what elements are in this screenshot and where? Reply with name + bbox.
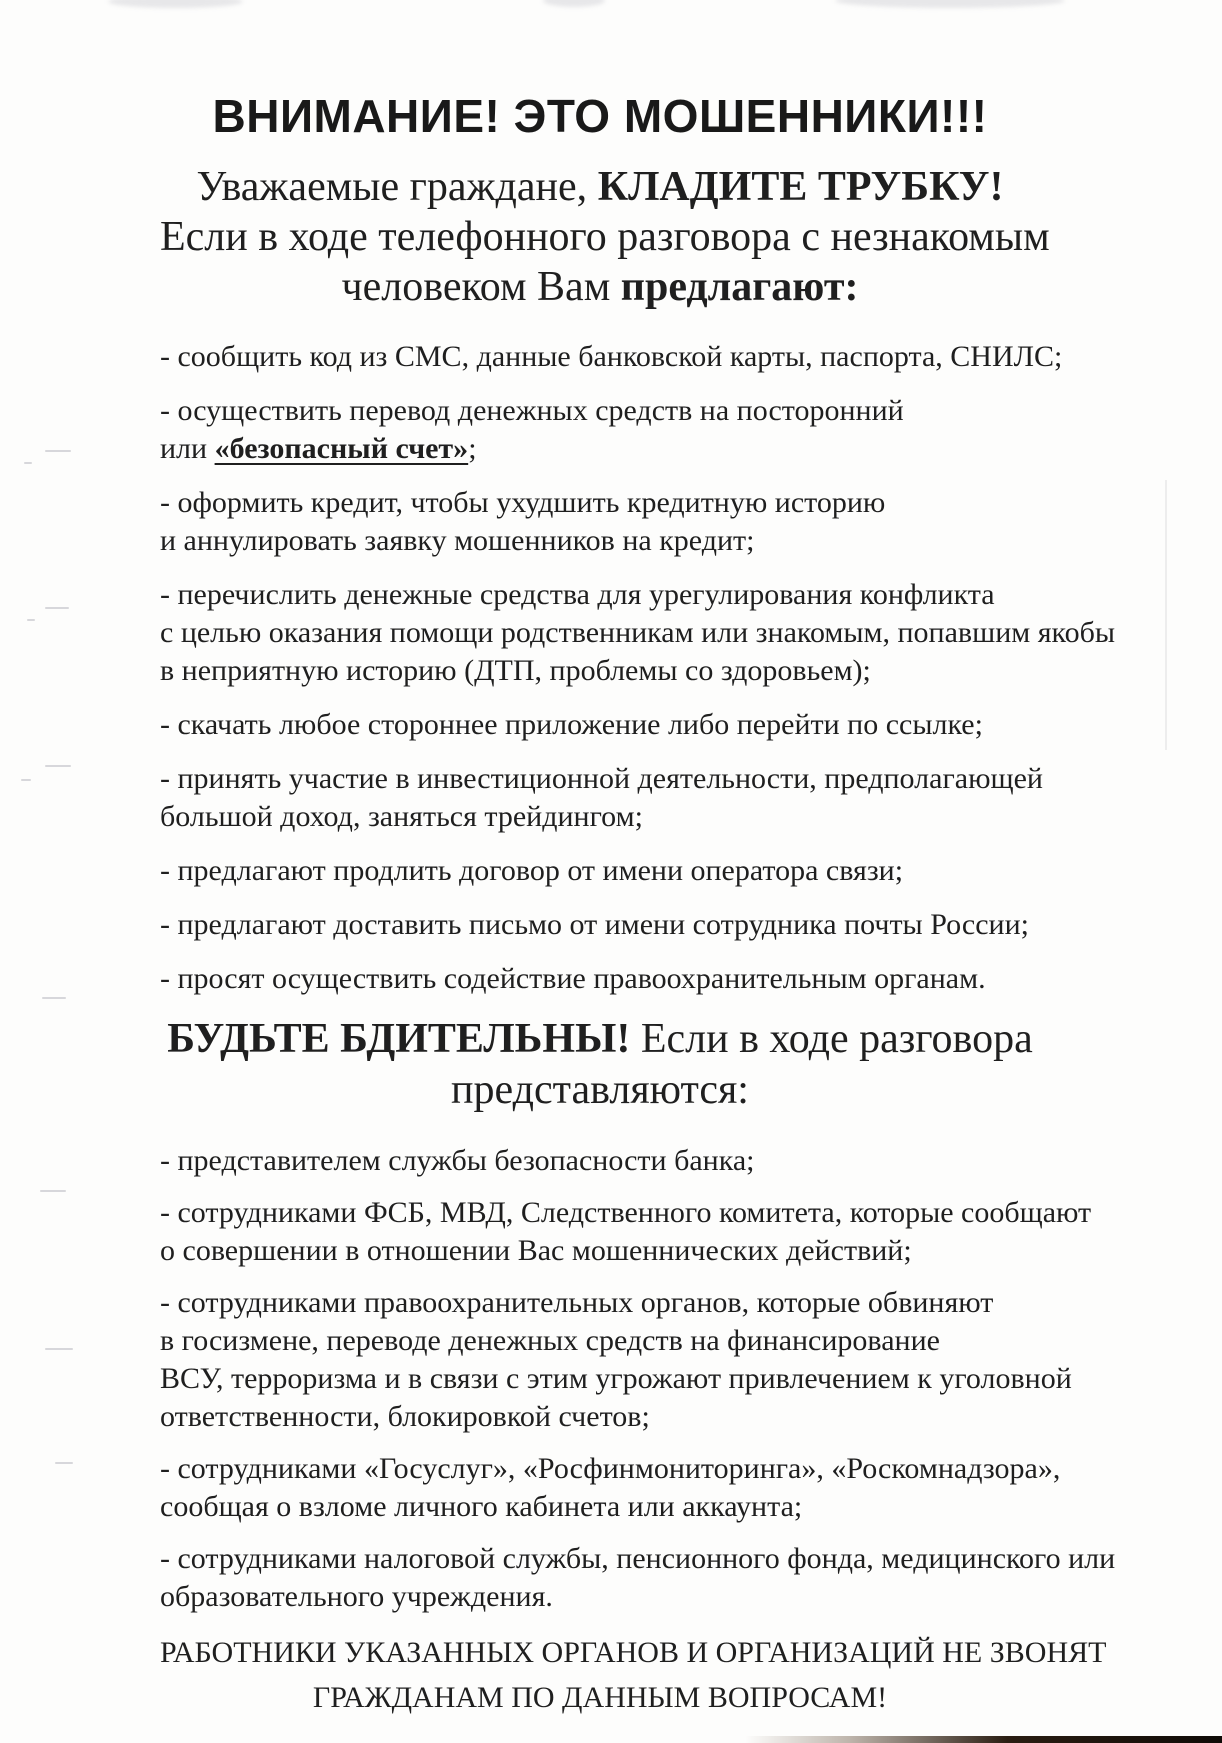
list-item bbox=[160, 852, 1040, 890]
list-item bbox=[160, 1194, 1092, 1270]
list-item bbox=[160, 1142, 1040, 1180]
text-segment: - представителем службы безопасности банка; bbox=[160, 1144, 755, 1177]
text-segment: с целью оказания помощи родственникам или знакомым, попавшим якобы bbox=[160, 616, 1116, 649]
intro-line-1 bbox=[160, 162, 1040, 212]
list-item bbox=[160, 906, 1040, 944]
scan-artifact-margin-mark bbox=[45, 1348, 73, 1350]
scan-artifact-margin-mark bbox=[45, 765, 71, 767]
intro-text bbox=[160, 162, 1050, 312]
list-item-line bbox=[160, 1322, 1040, 1360]
list-item bbox=[160, 392, 1040, 468]
footer-warning bbox=[160, 1630, 1107, 1720]
list-item-line bbox=[160, 652, 1040, 690]
text-segment: - сотрудниками правоохранительных органов, которые обвиняют bbox=[160, 1286, 994, 1319]
scan-artifact-margin-mark bbox=[55, 1462, 73, 1464]
list-item-line bbox=[160, 1450, 1061, 1488]
text-segment: ответственности, блокировкой счетов; bbox=[160, 1400, 650, 1433]
text-segment: - предлагают доставить письмо от имени сотрудника почты России; bbox=[160, 908, 1029, 941]
text-segment: - оформить кредит, чтобы ухудшить кредитную историю bbox=[160, 486, 886, 519]
text-segment: «безопасный счет» bbox=[214, 432, 469, 465]
page-title: ВНИМАНИЕ! ЭТО МОШЕННИКИ!!! bbox=[212, 90, 988, 142]
scan-artifact-bottom-strip bbox=[745, 1736, 1222, 1743]
text-segment: большой доход, заняться трейдингом; bbox=[160, 800, 643, 833]
text-segment: - сотрудниками «Госуслуг», «Росфинмониторинга», «Роскомнадзора», bbox=[160, 1452, 1061, 1485]
scan-artifact-margin-mark bbox=[21, 779, 31, 781]
text-segment: - принять участие в инвестиционной деятельности, предполагающей bbox=[160, 762, 1043, 795]
list-item bbox=[160, 338, 1063, 376]
text-segment: человеком Вам bbox=[341, 264, 621, 310]
list-item bbox=[160, 706, 1040, 744]
list-item-line bbox=[160, 576, 1040, 614]
text-segment: - предлагают продлить договор от имени оператора связи; bbox=[160, 854, 904, 887]
list-item-line bbox=[160, 798, 1040, 836]
list-item-line bbox=[160, 706, 1040, 744]
text-segment: Если в ходе телефонного разговора с незнакомым bbox=[160, 214, 1050, 260]
text-segment: ; bbox=[468, 432, 477, 465]
text-segment: образовательного учреждения. bbox=[160, 1580, 553, 1613]
vigilance-heading-line-1 bbox=[160, 1014, 1040, 1065]
text-segment: - скачать любое стороннее приложение либо перейти по ссылке; bbox=[160, 708, 983, 741]
list-item-line bbox=[160, 430, 1040, 468]
list-item bbox=[160, 576, 1116, 690]
list-item-line bbox=[160, 484, 1040, 522]
scan-artifact-margin-mark bbox=[42, 997, 66, 999]
document-content bbox=[160, 0, 1116, 1720]
list-item-line bbox=[160, 1142, 1040, 1180]
text-segment: в госизмене, переводе денежных средств на финансирование bbox=[160, 1324, 940, 1357]
footer-warning-line-1: РАБОТНИКИ УКАЗАННЫХ ОРГАНОВ И ОРГАНИЗАЦИЙ НЕ ЗВОНЯТ bbox=[160, 1636, 1107, 1669]
text-segment: - просят осуществить содействие правоохранительным органам. bbox=[160, 962, 986, 995]
vigilance-heading bbox=[160, 1014, 1040, 1116]
text-segment: БУДЬТЕ БДИТЕЛЬНЫ! bbox=[167, 1016, 631, 1062]
text-segment: сообщая о взломе личного кабинета или аккаунта; bbox=[160, 1490, 803, 1523]
scan-artifact-margin-mark bbox=[27, 619, 35, 621]
list-item-line bbox=[160, 338, 1063, 376]
list-item-line bbox=[160, 1232, 1040, 1270]
scan-artifact-edge-streak bbox=[1165, 480, 1167, 750]
list-item-line bbox=[160, 960, 1040, 998]
list-item bbox=[160, 960, 1040, 998]
list-item-line bbox=[160, 1540, 1116, 1578]
text-segment: ВСУ, терроризма и в связи с этим угрожают привлечением к уголовной bbox=[160, 1362, 1072, 1395]
list-item bbox=[160, 1540, 1116, 1616]
list-item-line bbox=[160, 1488, 1040, 1526]
scan-artifact-margin-mark bbox=[45, 450, 71, 452]
scan-artifact-margin-mark bbox=[24, 462, 32, 464]
text-segment: - сотрудниками налоговой службы, пенсионного фонда, медицинского или bbox=[160, 1542, 1116, 1575]
list-item-line bbox=[160, 1360, 1072, 1398]
footer-warning-line-2: ГРАЖДАНАМ ПО ДАННЫМ ВОПРОСАМ! bbox=[312, 1681, 888, 1714]
text-segment: - осуществить перевод денежных средств на посторонний bbox=[160, 394, 904, 427]
list-item-line bbox=[160, 392, 1040, 430]
list-item bbox=[160, 1284, 1072, 1436]
text-segment: КЛАДИТЕ ТРУБКУ! bbox=[597, 164, 1004, 210]
list-item bbox=[160, 484, 1040, 560]
list-item-line bbox=[160, 522, 1040, 560]
scan-artifact-margin-mark bbox=[45, 607, 69, 609]
list-item bbox=[160, 1450, 1061, 1526]
list-item-line bbox=[160, 760, 1043, 798]
text-segment: Если в ходе разговора bbox=[630, 1016, 1033, 1062]
vigilance-heading-line-2 bbox=[160, 1065, 1040, 1116]
text-segment: Уважаемые граждане, bbox=[196, 164, 598, 210]
text-segment: - перечислить денежные средства для урегулирования конфликта bbox=[160, 578, 995, 611]
list-item-line bbox=[160, 1398, 1040, 1436]
text-segment: о совершении в отношении Вас мошеннических действий; bbox=[160, 1234, 912, 1267]
list-item-line bbox=[160, 852, 1040, 890]
list-item-line bbox=[160, 1194, 1092, 1232]
text-segment: в неприятную историю (ДТП, проблемы со здоровьем); bbox=[160, 654, 871, 687]
list-item-line bbox=[160, 614, 1116, 652]
list-item bbox=[160, 760, 1043, 836]
offers-list bbox=[160, 338, 1116, 998]
text-segment: и аннулировать заявку мошенников на кредит; bbox=[160, 524, 755, 557]
impersonation-list bbox=[160, 1142, 1116, 1616]
text-segment: предлагают: bbox=[620, 264, 859, 310]
list-item-line bbox=[160, 1578, 1040, 1616]
intro-line-2 bbox=[160, 212, 1050, 262]
text-segment: - сообщить код из СМС, данные банковской карты, паспорта, СНИЛС; bbox=[160, 340, 1063, 373]
intro-line-3 bbox=[160, 262, 1040, 312]
scan-artifact-margin-mark bbox=[40, 1190, 66, 1192]
text-segment: - сотрудниками ФСБ, МВД, Следственного комитета, которые сообщают bbox=[160, 1196, 1092, 1229]
text-segment: представляются: bbox=[451, 1067, 749, 1113]
list-item-line bbox=[160, 1284, 1040, 1322]
list-item-line bbox=[160, 906, 1040, 944]
text-segment: или bbox=[160, 432, 215, 465]
